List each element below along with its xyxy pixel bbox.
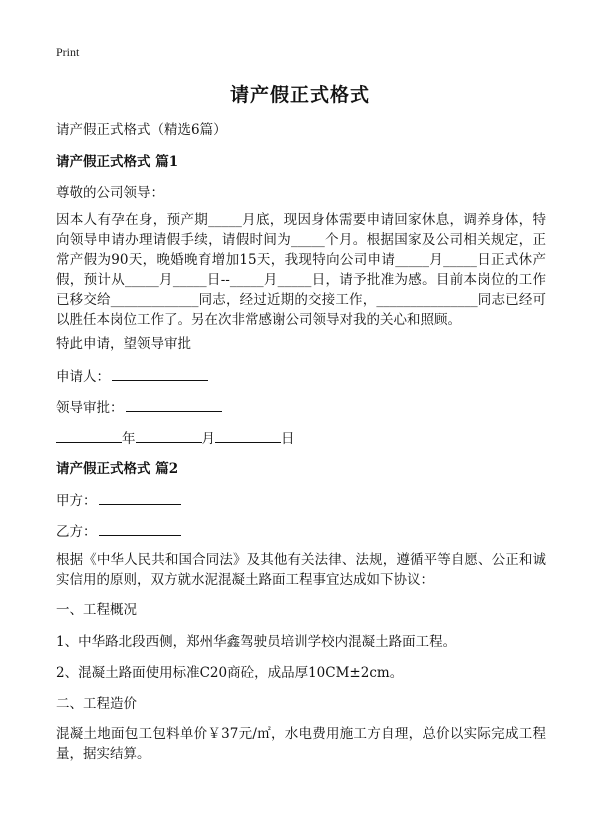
party-a-label: 甲方： [56, 493, 97, 509]
year-blank [56, 428, 122, 443]
applicant-signature-line [112, 366, 208, 381]
section1-body: 因本人有孕在身，预产期_____月底，现因身体需要申请回家休息，调养身体，特向领导申请办理请假手续，请假时间为_____个月。根据国家及公司相关规定，正常产假为90天，晚婚晚育增加15天，我现特向公司申请_____月_____日正式休产假，预计从_____月_____日--_____月_____日，请予批准为感。目前本岗位的工作已移交给_____________同志，经过近期的交接工作，_______________同志已经可以胜任本岗位工作了。另在次非常感谢公司领导对我的关心和照顾。 [56, 212, 546, 328]
section1-heading: 请产假正式格式 篇1 [56, 154, 179, 170]
party-a-row [56, 490, 181, 511]
day-blank [215, 428, 281, 443]
date-month-label: 月 [201, 431, 215, 447]
item1-point1: 1、中华路北段西侧，郑州华鑫驾驶员培训学校内混凝土路面工程。 [56, 634, 457, 650]
print-label[interactable]: Print [56, 45, 80, 59]
document-subtitle: 请产假正式格式（精选6篇） [56, 122, 227, 138]
section2-intro: 根据《中华人民共和国合同法》及其他有关法律、法规，遵循平等自愿、公正和诚实信用的原则，双方就水泥混凝土路面工程事宜达成如下协议： [56, 552, 546, 588]
party-b-line [99, 521, 181, 536]
leader-approval-label: 领导审批： [56, 400, 124, 416]
section1-closing: 特此申请，望领导审批 [56, 336, 191, 352]
date-year-label: 年 [122, 431, 136, 447]
section1-greeting: 尊敬的公司领导： [56, 185, 164, 201]
document-title: 请产假正式格式 [229, 84, 370, 106]
item1-point2: 2、混凝土路面使用标准C20商砼，成品厚10CM±2cm。 [56, 665, 404, 681]
month-blank [136, 428, 202, 443]
date-row [56, 428, 295, 449]
party-a-line [99, 490, 181, 505]
section2-heading: 请产假正式格式 篇2 [56, 461, 179, 477]
applicant-label: 申请人： [56, 369, 110, 385]
applicant-row [56, 366, 208, 387]
leader-signature-line [126, 397, 222, 412]
party-b-row [56, 521, 181, 542]
date-day-label: 日 [281, 431, 295, 447]
party-b-label: 乙方： [56, 524, 97, 540]
item2-heading: 二、工程造价 [56, 696, 137, 712]
item2-body: 混凝土地面包工包料单价￥37元/㎡，水电费用施工方自理，总价以实际完成工程量，据实结算。 [56, 726, 546, 762]
leader-approval-row [56, 397, 222, 418]
item1-heading: 一、工程概况 [56, 602, 137, 618]
